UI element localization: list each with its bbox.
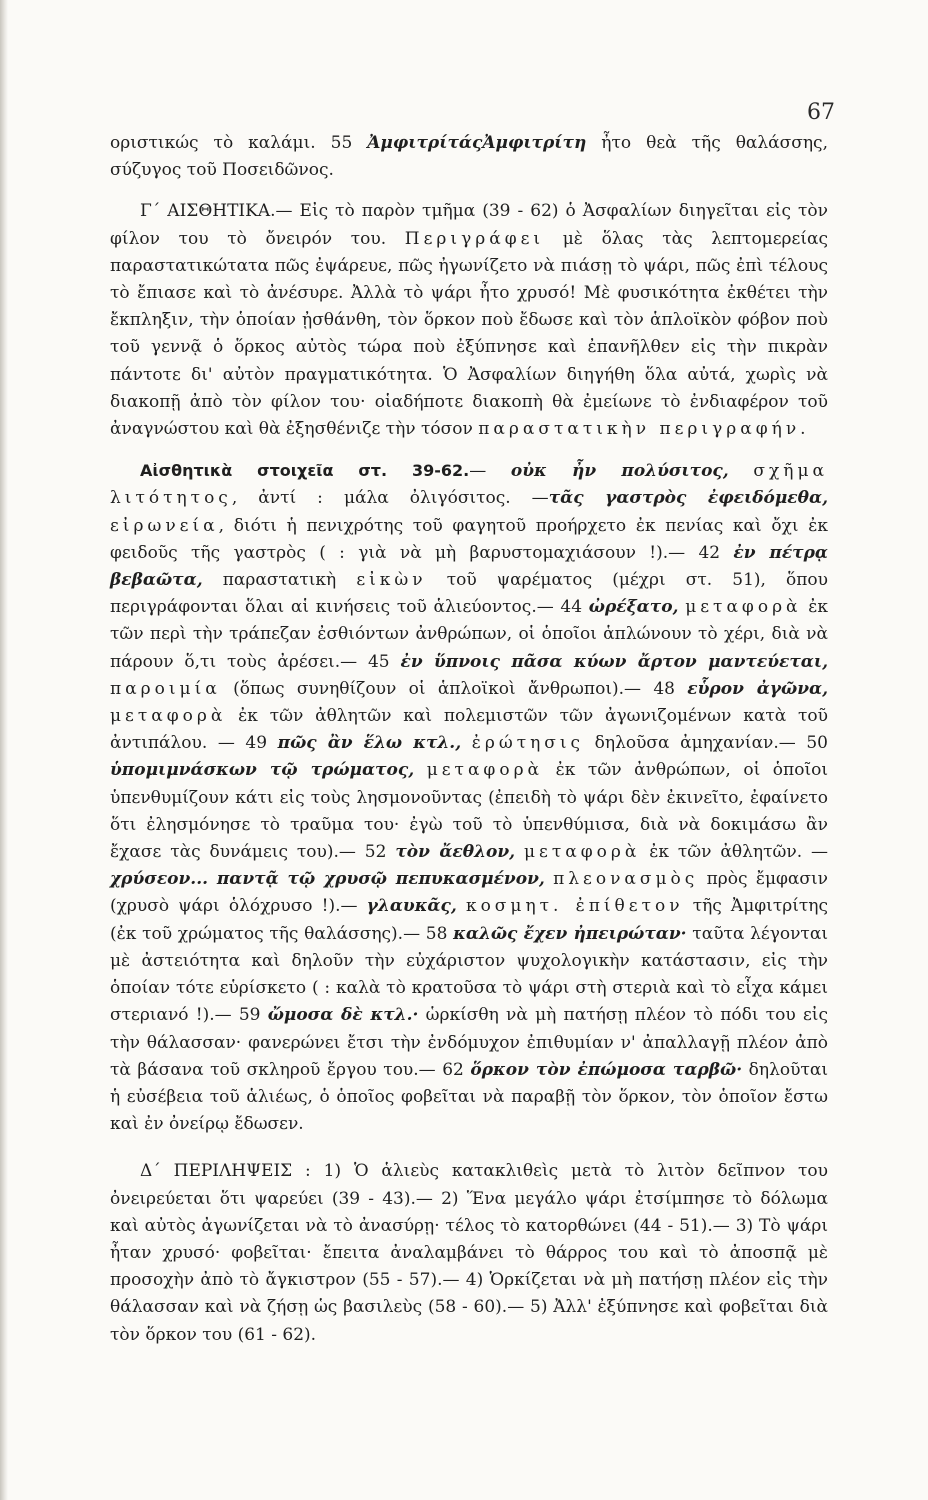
paragraph-aesthetic-elements: Αἰσθητικὰ στοιχεῖα στ. 39-62.— οὐκ ἦν πολύσιτος, σχῆμα λιτότητος, ἀντί : μάλα ὀλιγόσιτος. —τᾶς γαστρὸς ἐφειδόμεθα, εἰρωνεία, διότι ἡ πενιχρότης τοῦ φαγητοῦ προήρχετο ἐκ πενίας καὶ ὄχι ἐκ φειδοῦς τῆς γαστρὸς ( : γιὰ νὰ μὴ βαρυστομαχιάσουν !).— 42 ἐν πέτρᾳ βεβαῶτα, παραστατικὴ εἰκὼν τοῦ ψαρέματος (μέχρι στ. 51), ὅπου περιγράφονται ὅλαι αἱ κινήσεις τοῦ ἁλιεύοντος.— 44 ὠρέξατο, μεταφορὰ ἐκ τῶν περὶ τὴν τράπεζαν ἐσθιόντων ἀνθρώπων, οἱ ὁποῖοι ἁπλώνουν τὸ χέρι, διὰ νὰ πάρουν ὅ,τι τοὺς ἀρέσει.— 45 ἐν ὕπνοις πᾶσα κύων ἄρτον μαντεύεται, παροιμία (ὅπως συνηθίζουν οἱ ἁπλοϊκοὶ ἄνθρωποι).— 48 εὗρον ἀγῶνα, μεταφορὰ ἐκ τῶν ἀθλητῶν καὶ πολεμιστῶν τῶν ἀγωνιζομένων κατὰ τοῦ ἀντιπάλου. — 49 πῶς ἂν ἕλω κτλ., ἐρώτησις δηλοῦσα ἀμηχανίαν.— 50 ὑπομιμνάσκων τῷ τρώματος, μεταφορὰ ἐκ τῶν ἀνθρώπων, οἱ ὁποῖοι ὑπενθυμίζουν κάτι εἰς τοὺς λησμονοῦντας (ἐπειδὴ τὸ ψάρι δὲν ἐκινεῖτο, ἐφαίνετο ὅτι ἐλησμόνησε τὸ τραῦμα του· ἐγὼ τοῦ τὸ ὑπενθύμισα, διὰ νὰ δοκιμάσω ἂν ἔχασε τὰς δυνάμεις του).— 52 τὸν ἄεθλον, μεταφορὰ ἐκ τῶν ἀθλητῶν. — χρύσεον... παντᾷ τῷ χρυσῷ πεπυκασμένον, πλεονασμὸς πρὸς ἔμφασιν (χρυσὸ ψάρι ὁλόχρυσο !).— γλαυκᾶς, κοσμητ. ἐπίθετον τῆς Ἀμφιτρίτης (ἐκ τοῦ χρώματος τῆς θαλάσσης).— 58 καλῶς ἔχεν ἠπειρώταν· ταῦτα λέγονται μὲ ἀστειότητα καὶ δηλοῦν τὴν εὐχάριστον ψυχολογικὴν κατάστασιν, εἰς τὴν ὁποίαν τότε εὑρίσκετο ( : καλὰ τὸ κρατοῦσα τὸ ψάρι στὴ στεριὰ καὶ τὸ εἶχα κάμει στεριανό !).— 59 ὤμοσα δὲ κτλ.· ὡρκίσθη νὰ μὴ πατήσῃ πλέον τὸ πόδι του εἰς τὴν θάλασσαν· φανερώνει ἔτσι τὴν ἐνδόμυχον ἐπιθυμίαν ν' ἀπαλλαγῇ πλέον ἀπὸ τὰ βάσανα τοῦ σκληροῦ ἔργου του.— 62 ὅρκον τὸν ἐπώμοσα ταρβῶ· δηλοῦται ἡ εὐσέβεια τοῦ ἁλιέως, ὁ ὁποῖος φοβεῖται νὰ παραβῇ τὸν ὅρκον, τὸν ὁποῖον ἔστω καὶ ἐν ὀνείρῳ ἔδωσεν. — [110, 461, 829, 1135]
page-number: 67 — [807, 100, 835, 125]
page-edge-shadow — [0, 0, 8, 1500]
notes-heading: Αἰσθητικὰ στοιχεῖα στ. 39-62. — [140, 461, 470, 481]
page-body — [110, 130, 828, 1349]
spaced-term-parastatiki: παραστατικὴν περιγραφήν. — [478, 419, 810, 440]
paragraph-summaries: Δ΄ ΠΕΡΙΛΗΨΕΙΣ : 1) Ὁ ἁλιεὺς κατακλιθεὶς μετὰ τὸ λιτὸν δεῖπνον του ὀνειρεύεται ὅτι ψαρεύει (39 - 43).— 2) Ἕνα μεγάλο ψάρι ἐτσίμπησε τὸ δόλωμα καὶ αὐτὸς ἀγωνίζεται νὰ τὸ ἀνασύρῃ· τέλος τὸ κατορθώνει (44 - 51).— 3) Τὸ ψάρι ἦταν χρυσό· φοβεῖται· ἔπειτα ἀναλαμβάνει τὸ θάρρος του καὶ τὸ ἀποσπᾷ μὲ προσοχὴν ἀπὸ τὸ ἄγκιστρον (55 - 57).— 4) Ὁρκίζεται νὰ μὴ πατήσῃ πλέον εἰς τὴν θάλασσαν καὶ νὰ ζήσῃ ὡς βασιλεὺς (58 - 60).— 5) Ἀλλ' ἐξύπνησε καὶ φοβεῖται διὰ τὸν ὅρκον του (61 - 62). — [110, 1161, 828, 1345]
emphasis-amphitritas: ἈμφιτρίτάςἈμφιτρίτη — [367, 133, 587, 153]
paragraph-amphitrite-note: οριστικώς τὸ καλάμι. 55 ἈμφιτρίτάςἈμφιτρίτη ἦτο θεὰ τῆς θαλάσσης, σύζυγος τοῦ Ποσειδῶνος. — [110, 133, 828, 181]
paragraph-aesthetics: Γ΄ ΑΙΣΘΗΤΙΚΑ.— Εἰς τὸ παρὸν τμῆμα (39 - 62) ὁ Ἀσφαλίων διηγεῖται εἰς τὸν φίλον του τὸ ὄνειρόν του. Περιγράφει μὲ ὅλας τὰς λεπτομερείας παραστατικώτατα πῶς ἐψάρευε, πῶς ἠγωνίζετο νὰ πιάσῃ τὸ ψάρι, πῶς ἐπὶ τέλους τὸ ἔπιασε καὶ τὸ ἀνέσυρε. Ἀλλὰ τὸ ψάρι ἦτο χρυσό! Μὲ φυσικότητα ἐκθέτει τὴν ἔκπληξιν, τὴν ὁποίαν ᾐσθάνθη, τὸν ὅρκον ποὺ ἔδωσε καὶ τὸν ἁπλοϊκὸν φόβον ποὺ τοῦ γεννᾷ ὁ ὅρκος αὐτὸς τώρα ποὺ ἐξύπνησε καὶ ἐπανῆλθεν εἰς τὴν πικρὰν πάντοτε δι' αὐτὸν πραγματικότητα. Ὁ Ἀσφαλίων διηγήθη ὅλα αὐτά, χωρὶς νὰ διακοπῇ ἀπὸ τὸν φίλον του· οἱαδήποτε διακοπὴ θὰ ἐμείωνε τὸ ἐνδιαφέρον τοῦ ἀναγνώστου καὶ θὰ ἐξησθένιζε τὴν τόσον παραστατικὴν περιγραφήν. — [110, 201, 829, 440]
spaced-term-perigrafei: Περιγράφει — [404, 228, 545, 249]
